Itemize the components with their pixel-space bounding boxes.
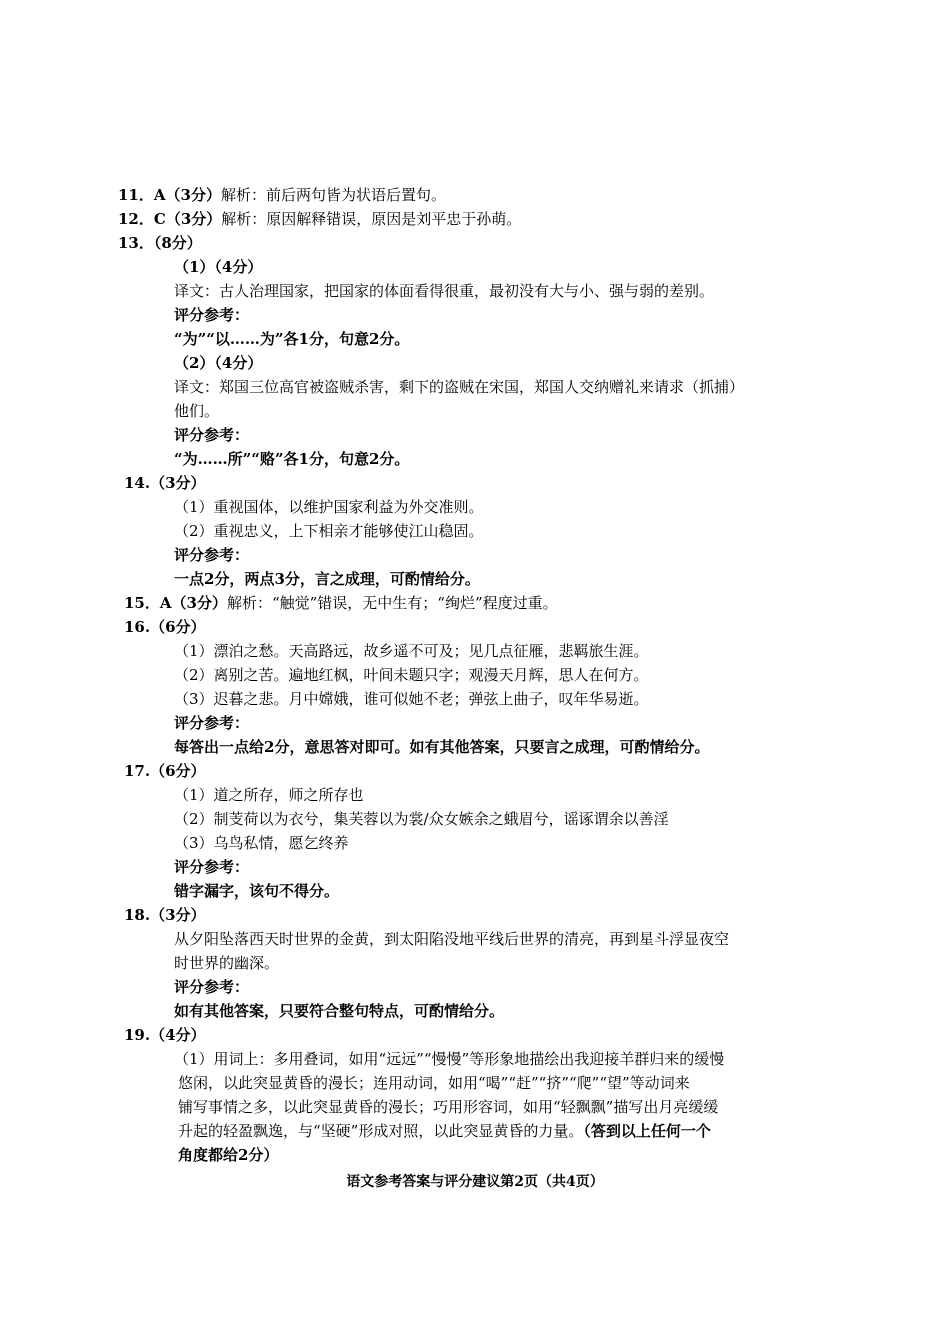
line-q14-2 <box>174 521 484 541</box>
line-q18-part: 18.（3分） <box>124 906 206 924</box>
line-q13-2-ref <box>174 425 249 445</box>
line-q17 <box>124 761 206 781</box>
line-q13 <box>118 233 202 253</box>
line-q17-ref <box>174 857 249 877</box>
line-q19-1e <box>178 1145 278 1165</box>
line-q17-2 <box>174 809 669 829</box>
line-q19-1d <box>178 1121 711 1141</box>
line-q16-2-part: （2）离别之苦。遍地红枫，叶间未题只字；观漫天月辉，思人在何方。 <box>174 666 649 684</box>
line-q16-score-part: 每答出一点给2分，意思答对即可。如有其他答案，只要言之成理，可酌情给分。 <box>174 738 710 756</box>
line-q13-part: 13．（8分） <box>118 234 202 252</box>
line-q16-2 <box>174 665 649 685</box>
line-q19-1c-part: 铺写事情之多，以此突显黄昏的漫长；巧用形容词，如用“轻飘飘”描写出月亮缓缓 <box>178 1098 719 1116</box>
line-q12-part: 解析：原因解释错误，原因是刘平忠于孙萌。 <box>221 210 522 228</box>
line-q19-1b <box>178 1073 690 1093</box>
line-q13-1-part: （1）（4分） <box>174 258 263 276</box>
line-q19-1a-part: （1）用词上：多用叠词，如用“远远”“慢慢”等形象地描绘出我迎接羊群归来的缓慢 <box>174 1050 725 1068</box>
line-q13-1-trans <box>174 281 714 301</box>
line-q13-1-score <box>174 329 409 349</box>
line-q13-2-part: （2）（4分） <box>174 354 263 372</box>
line-q18-score-part: 如有其他答案，只要符合整句特点，可酌情给分。 <box>174 1002 505 1020</box>
line-q19-1c <box>178 1097 718 1117</box>
line-q13-2-trans-b <box>174 401 219 421</box>
line-q16-ref <box>174 713 249 733</box>
line-q14-ref-part: 评分参考： <box>174 546 250 564</box>
line-q18-ans-a-part: 从夕阳坠落西天时世界的金黄，到太阳陷没地平线后世界的清亮，再到星斗浮显夜空 <box>174 930 730 948</box>
line-q17-2-part: （2）制芰荷以为衣兮，集芙蓉以为裳/众女嫉余之蛾眉兮，谣诼谓余以善淫 <box>174 810 669 828</box>
line-q14-ref <box>174 545 249 565</box>
line-q16-3-part: （3）迟暮之悲。月中嫦娥，谁可似她不老；弹弦上曲子，叹年华易逝。 <box>174 690 649 708</box>
line-q15-part: 15．A（3分） <box>124 594 227 612</box>
line-q14-1-part: （1）重视国体，以维护国家利益为外交准则。 <box>174 498 484 516</box>
line-q16-score <box>174 737 709 757</box>
line-q18-ans-b-part: 时世界的幽深。 <box>174 954 280 972</box>
line-q18-score <box>174 1001 504 1021</box>
line-q17-part: 17.（6分） <box>124 762 206 780</box>
line-q13-1-ref-part: 评分参考： <box>174 306 250 324</box>
line-q19-1a <box>174 1049 724 1069</box>
line-q17-3 <box>174 833 349 853</box>
line-q15 <box>124 593 558 613</box>
line-q15-part: 解析：“触觉”错误，无中生有；“绚烂”程度过重。 <box>226 594 558 612</box>
line-q14-score <box>174 569 480 589</box>
line-q14-score-part: 一点2分，两点3分，言之成理，可酌情给分。 <box>174 570 480 588</box>
line-q13-2-trans-a-part: 译文：郑国三位高官被盗贼杀害，剩下的盗贼在宋国，郑国人交纳赠礼来请求（抓捕） <box>174 378 745 396</box>
line-q14-2-part: （2）重视忠义，上下相亲才能够使江山稳固。 <box>174 522 484 540</box>
line-q18 <box>124 905 206 925</box>
line-q16 <box>124 617 206 637</box>
line-q19-1d-part: （答到以上任何一个 <box>583 1122 711 1140</box>
line-q16-ref-part: 评分参考： <box>174 714 250 732</box>
line-q13-2-score-part: “为……所”“赂”各1分，句意2分。 <box>174 450 410 468</box>
line-q17-3-part: （3）乌鸟私情，愿乞终养 <box>174 834 349 852</box>
line-q13-1-trans-part: 译文：古人治理国家，把国家的体面看得很重，最初没有大与小、强与弱的差别。 <box>174 282 715 300</box>
line-q16-3 <box>174 689 649 709</box>
line-q17-1-part: （1）道之所存，师之所存也 <box>174 786 364 804</box>
line-q19-part: 19.（4分） <box>124 1026 206 1044</box>
line-q13-1-ref <box>174 305 249 325</box>
line-q14-1 <box>174 497 484 517</box>
line-q17-1 <box>174 785 364 805</box>
line-q11-part: 11．A（3分） <box>118 186 221 204</box>
line-q18-ans-b <box>174 953 279 973</box>
line-q16-1 <box>174 641 649 661</box>
line-q13-2-trans-a <box>174 377 744 397</box>
line-q17-score-part: 错字漏字，该句不得分。 <box>174 882 340 900</box>
line-q18-ref-part: 评分参考： <box>174 978 250 996</box>
line-q13-1-score-part: “为”“以……为”各1分，句意2分。 <box>174 330 410 348</box>
line-q12 <box>118 209 521 229</box>
line-q13-2 <box>174 353 262 373</box>
page-footer: 语文参考答案与评分建议第2页（共4页） <box>346 1174 604 1190</box>
line-q13-1 <box>174 257 262 277</box>
line-q13-2-ref-part: 评分参考： <box>174 426 250 444</box>
line-q12-part: 12．C（3分） <box>118 210 222 228</box>
line-q14 <box>124 473 206 493</box>
line-q17-ref-part: 评分参考： <box>174 858 250 876</box>
line-q11 <box>118 185 446 205</box>
line-q18-ans-a <box>174 929 729 949</box>
line-q19-1d-part: 升起的轻盈飘逸，与“坚硬”形成对照，以此突显黄昏的力量。 <box>178 1122 584 1140</box>
line-q16-part: 16.（6分） <box>124 618 206 636</box>
line-q19-1e-part: 角度都给2分） <box>178 1146 279 1164</box>
line-q13-2-trans-b-part: 他们。 <box>174 402 220 420</box>
line-q13-2-score <box>174 449 409 469</box>
line-q18-ref <box>174 977 249 997</box>
line-q17-score <box>174 881 339 901</box>
line-q16-1-part: （1）漂泊之愁。天高路远，故乡遥不可及；见几点征雁，悲羁旅生涯。 <box>174 642 649 660</box>
line-q19-1b-part: 悠闲，以此突显黄昏的漫长；连用动词，如用“喝”“赶”“挤”“爬”“望”等动词来 <box>178 1074 690 1092</box>
line-q11-part: 解析：前后两句皆为状语后置句。 <box>220 186 446 204</box>
line-q14-part: 14.（3分） <box>124 474 206 492</box>
line-q19 <box>124 1025 206 1045</box>
